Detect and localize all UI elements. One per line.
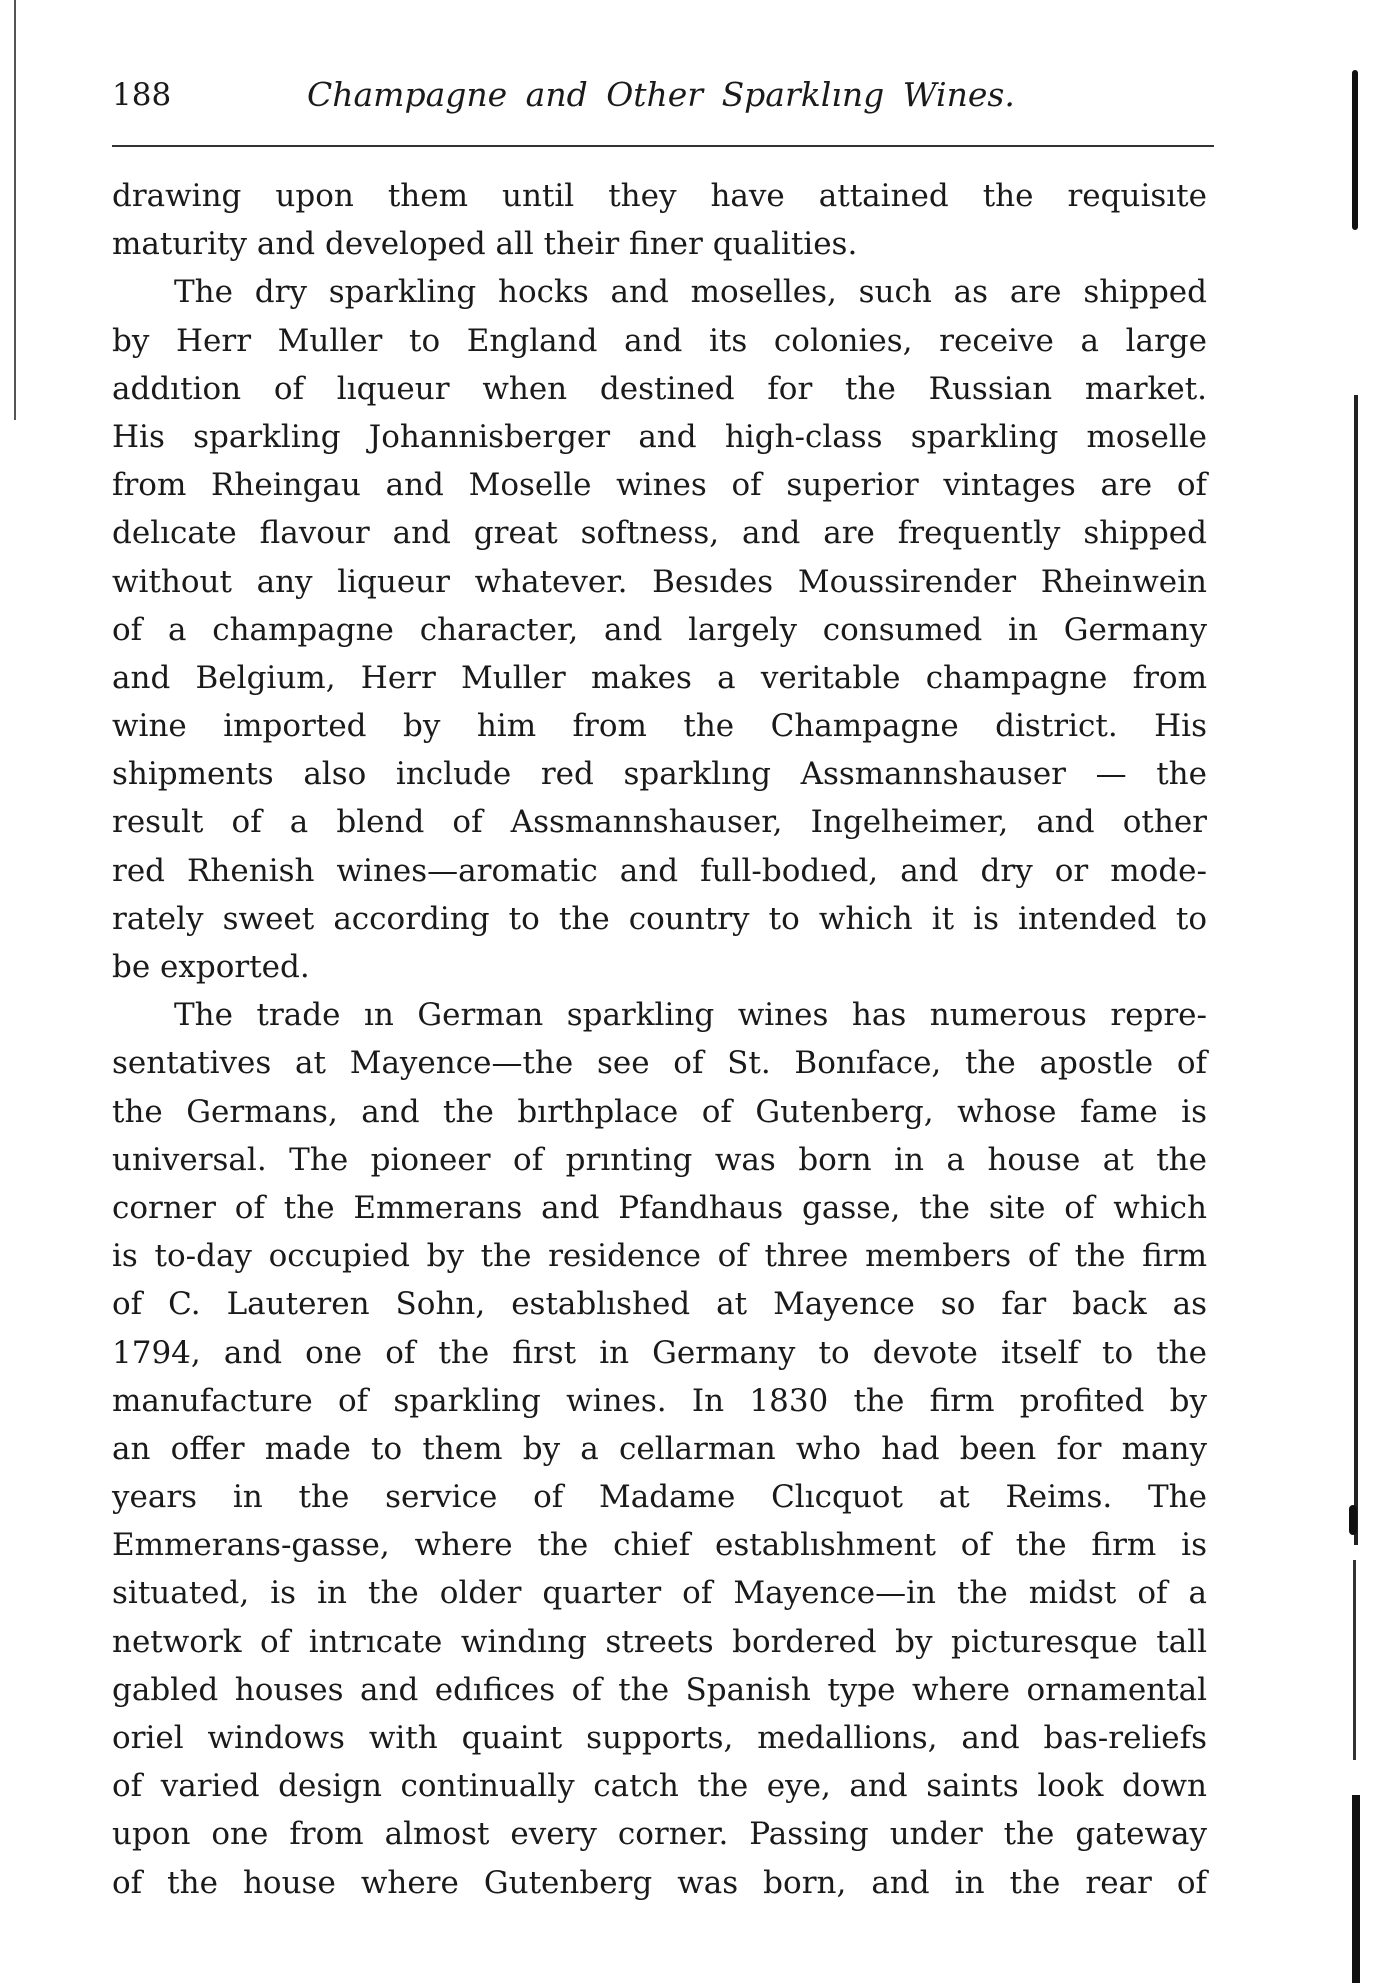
text-line: Emmerans-gasse, where the chief establıshment of the firm is [112, 1527, 1207, 1564]
text-line: The trade ın German sparkling wines has numerous repre- [174, 997, 1207, 1034]
text-line: corner of the Emmerans and Pfandhaus gasse, the site of which [112, 1189, 1207, 1226]
text-line: red Rhenish wines—aromatic and full-bodıed, and dry or mode- [112, 852, 1207, 889]
text-line: maturity and developed all their finer qualities. [112, 226, 858, 263]
text-line: gabled houses and edıfices of the Spanish type where ornamental [112, 1671, 1207, 1708]
text-line: result of a blend of Assmannshauser, Ingelheimer, and other [112, 804, 1207, 841]
text-line: from Rheingau and Moselle wines of superior vintages are of [112, 467, 1207, 504]
text-line: of a champagne character, and largely consumed in Germany [112, 611, 1207, 648]
text-line: years in the service of Madame Clıcquot at Reims. The [112, 1479, 1207, 1516]
text-line: the Germans, and the bırthplace of Gutenberg, whose fame is [112, 1093, 1207, 1130]
text-line: network of intrıcate windıng streets bordered by picturesque tall [112, 1623, 1207, 1660]
text-line: without any liqueur whatever. Besıdes Moussirender Rheinwein [112, 563, 1207, 600]
text-line: by Herr Muller to England and its colonies, receive a large [112, 322, 1207, 359]
text-line: universal. The pioneer of prınting was born in a house at the [112, 1141, 1207, 1178]
text-line: and Belgium, Herr Muller makes a veritable champagne from [112, 659, 1207, 696]
text-line: situated, is in the older quarter of Mayence—in the midst of a [112, 1575, 1207, 1612]
page-header [112, 70, 1207, 120]
text-line: manufacture of sparkling wines. In 1830 the firm profited by [112, 1382, 1207, 1419]
text-line: The dry sparkling hocks and moselles, such as are shipped [174, 274, 1207, 311]
text-line: His sparkling Johannisberger and high-class sparkling moselle [112, 418, 1207, 455]
text-line: drawing upon them until they have attained the requisıte [112, 178, 1207, 214]
page-number: 188 [112, 77, 172, 113]
binding-mark-middle [1354, 395, 1358, 1545]
text-line: shipments also include red sparklıng Assmannshauser — the [112, 756, 1207, 793]
text-line: rately sweet according to the country to which it is intended to [112, 900, 1207, 937]
text-line: oriel windows with quaint supports, medallions, and bas-reliefs [112, 1720, 1207, 1756]
binding-mark-bottom [1352, 1795, 1360, 1983]
binding-mark-top [1352, 70, 1358, 230]
text-line: wine imported by him from the Champagne district. His [112, 708, 1207, 745]
text-line: an offer made to them by a cellarman who had been for many [112, 1430, 1207, 1467]
text-line: 1794, and one of the first in Germany to devote itself to the [112, 1334, 1207, 1371]
binding-mark-notch [1349, 1505, 1357, 1535]
text-line: be exported. [112, 949, 310, 985]
body-text [112, 172, 1207, 1907]
text-line: addıtion of lıqueur when destined for the Russian market. [112, 370, 1207, 407]
text-line: of varied design continually catch the eye, and saints look down [112, 1768, 1207, 1805]
binding-mark-lower [1353, 1560, 1356, 1760]
text-line: upon one from almost every corner. Passing under the gateway [112, 1816, 1207, 1853]
text-line: delıcate flavour and great softness, and are frequently shipped [112, 515, 1207, 552]
page-left-edge-line [14, 0, 16, 420]
text-line: sentatives at Mayence—the see of St. Bonıface, the apostle of [112, 1045, 1207, 1082]
text-line: of the house where Gutenberg was born, and in the rear of [112, 1864, 1207, 1901]
running-title: Champagne and Other Sparklıng Wines. [307, 75, 1015, 114]
text-line: is to-day occupied by the residence of three members of the firm [112, 1238, 1207, 1275]
header-rule [112, 145, 1214, 147]
text-line: of C. Lauteren Sohn, establıshed at Mayence so far back as [112, 1286, 1207, 1323]
